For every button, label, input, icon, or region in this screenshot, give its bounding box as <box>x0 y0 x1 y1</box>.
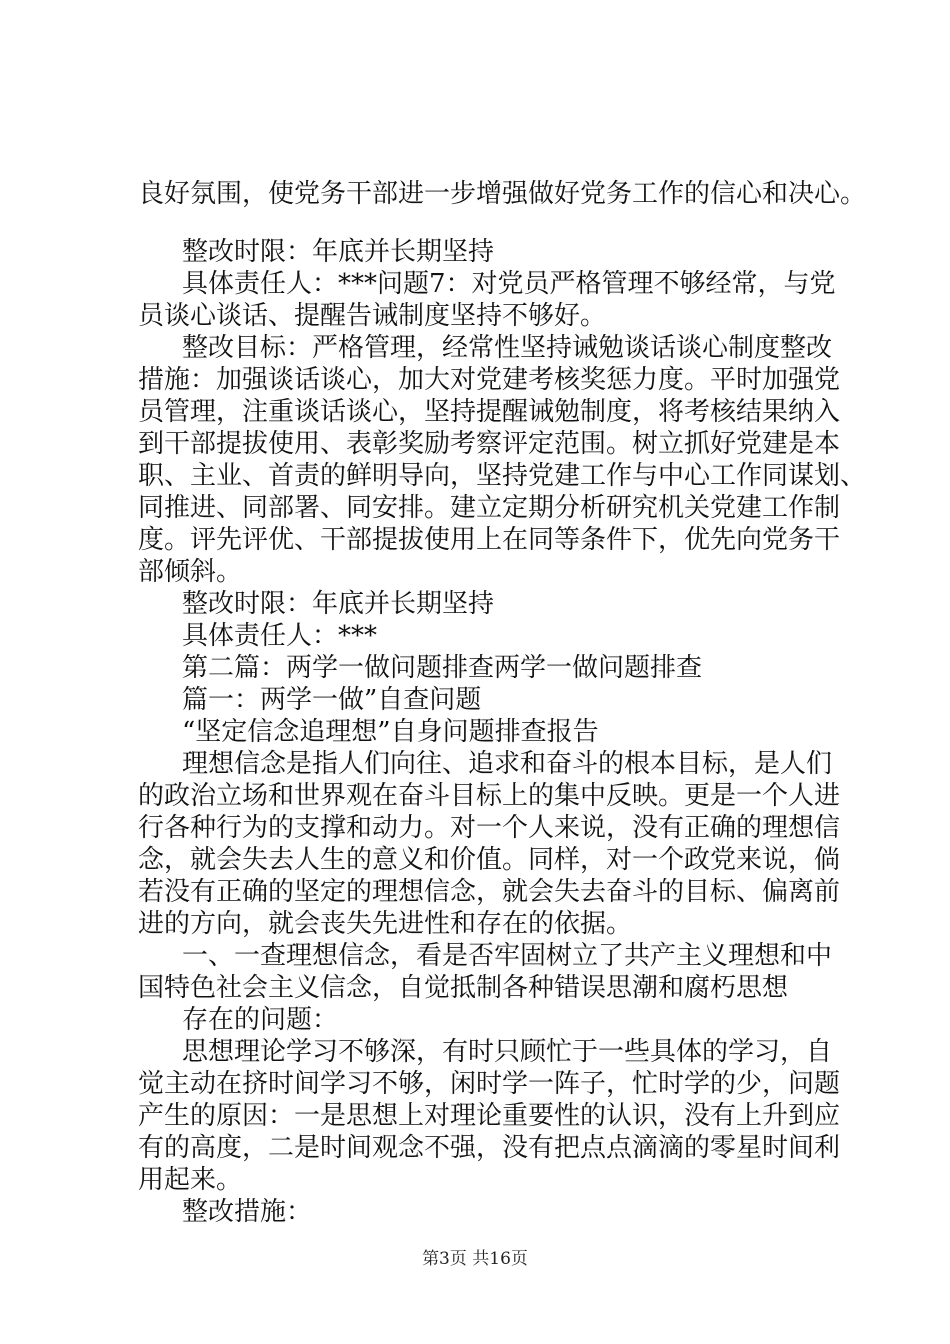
text-line: 觉主动在挤时间学习不够，闲时学一阵子，忙时学的少，问题 <box>138 1069 841 1099</box>
text-line: 有的高度，二是时间观念不强，没有把点点滴滴的零星时间利 <box>138 1133 841 1163</box>
text-line: 员管理，注重谈话谈心，坚持提醒诫勉制度，将考核结果纳入 <box>138 397 841 427</box>
text-line: 到干部提拔使用、表彰奖励考察评定范围。树立抓好党建是本 <box>138 429 841 459</box>
text-line: 措施：加强谈话谈心，加大对党建考核奖惩力度。平时加强党 <box>138 365 841 395</box>
text-line: 员谈心谈话、提醒告诫制度坚持不够好。 <box>138 301 607 331</box>
text-line: 行各种行为的支撑和动力。对一个人来说，没有正确的理想信 <box>138 813 841 843</box>
report-title: “坚定信念追理想”自身问题排查报告 <box>182 717 599 747</box>
text-line: 整改时限：年底并长期坚持 <box>182 589 495 619</box>
text-line: 的政治立场和世界观在奋斗目标上的集中反映。更是一个人进 <box>138 781 841 811</box>
text-line: 国特色社会主义信念，自觉抵制各种错误思潮和腐朽思想 <box>138 973 789 1003</box>
text-line: 念，就会失去人生的意义和价值。同样，对一个政党来说，倘 <box>138 845 841 875</box>
subheading: 整改措施： <box>182 1197 313 1227</box>
text-line: 理想信念是指人们向往、追求和奋斗的根本目标，是人们 <box>182 749 833 779</box>
text-line: 职、主业、首责的鲜明导向，坚持党建工作与中心工作同谋划、 <box>138 461 867 491</box>
page-number-footer: 第3页 共16页 <box>422 1249 528 1269</box>
text-line: 整改目标：严格管理，经常性坚持诫勉谈话谈心制度整改 <box>182 333 833 363</box>
text-line: 整改时限：年底并长期坚持 <box>182 237 495 267</box>
section-heading: 第二篇：两学一做问题排查两学一做问题排查 <box>182 653 703 683</box>
text-line: 若没有正确的坚定的理想信念，就会失去奋斗的目标、偏离前 <box>138 877 841 907</box>
text-line: 部倾斜。 <box>138 557 243 587</box>
text-line: 具体责任人：***问题7：对党员严格管理不够经常，与党 <box>182 269 836 299</box>
text-line: 度。评先评优、干部提拔使用上在同等条件下，优先向党务干 <box>138 525 841 555</box>
text-line: 用起来。 <box>138 1165 243 1195</box>
text-line: 良好氛围，使党务干部进一步增强做好党务工作的信心和决心。 <box>138 179 867 209</box>
subheading: 存在的问题： <box>182 1005 339 1035</box>
text-line: 具体责任人：*** <box>182 621 378 651</box>
section-heading: 篇一：两学一做”自查问题 <box>182 685 482 715</box>
text-line: 同推进、同部署、同安排。建立定期分析研究机关党建工作制 <box>138 493 841 523</box>
text-line: 思想理论学习不够深，有时只顾忙于一些具体的学习，自 <box>182 1037 833 1067</box>
text-line: 产生的原因：一是思想上对理论重要性的认识，没有上升到应 <box>138 1101 841 1131</box>
text-line: 进的方向，就会丧失先进性和存在的依据。 <box>138 909 633 939</box>
text-line: 一、一查理想信念，看是否牢固树立了共产主义理想和中 <box>182 941 833 971</box>
